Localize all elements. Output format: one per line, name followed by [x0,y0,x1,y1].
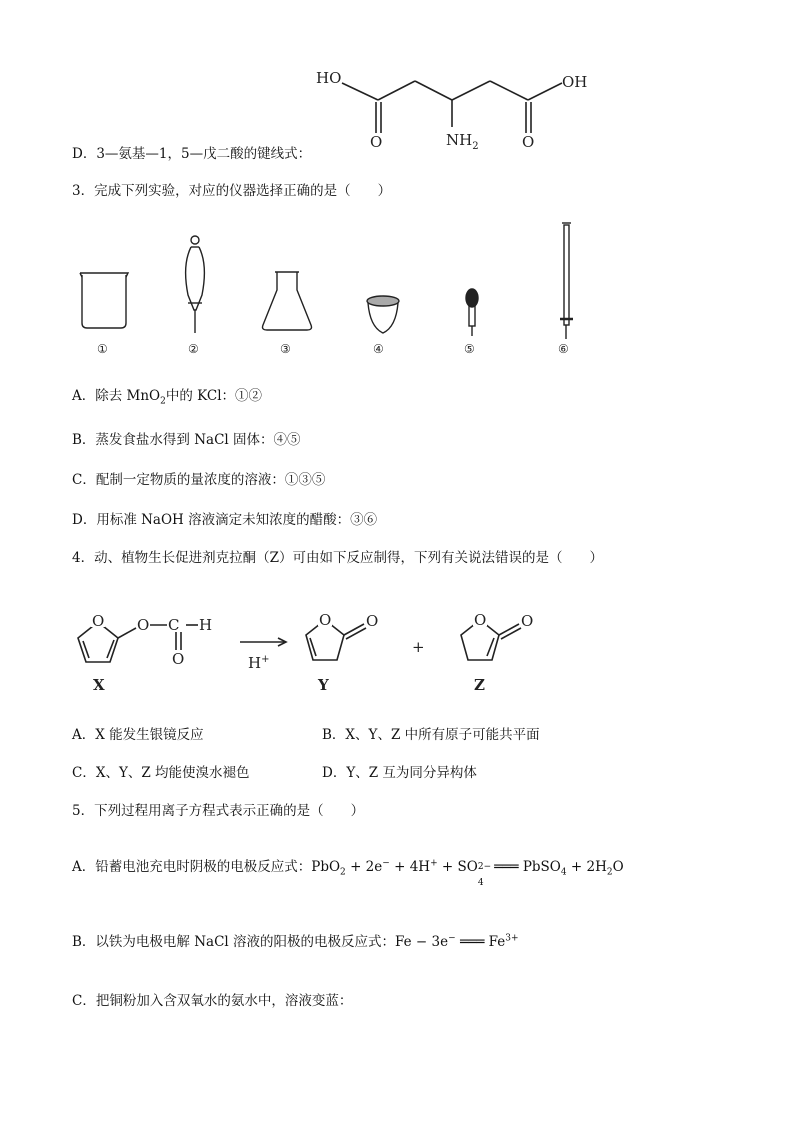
burette-icon [560,223,573,339]
q4-option-b: B．X、Y、Z 中所有原子可能共平面 [322,727,540,743]
reaction-scheme [60,600,580,700]
q3-option-d: D．用标准 NaOH 溶液滴定未知浓度的醋酸：③⑥ [72,512,378,528]
plus-sign: + [412,638,425,656]
y-carbonyl-o: O [366,612,379,630]
apparatus-row [60,215,600,365]
catalyst: H+ [248,654,270,672]
apparatus-num-2: ② [188,342,199,356]
q4-stem: 4．动、植物生长促进剂克拉酮（Z）可由如下反应制得，下列有关说法错误的是（ ） [72,550,603,566]
glutamic-acid-skeletal-formula [300,55,620,165]
q5-option-a: A．铅蓄电池充电时阴极的电极反应式：PbO$_2$ + 2e− + 4H+ + SO 2− 4 ═══ PbSO$_4$ + $2H_2O$ [72,858,624,888]
apparatus-num-3: ③ [280,342,291,356]
beaker-icon [80,273,128,328]
separatory-funnel-icon [186,236,205,333]
evaporating-dish-icon [367,296,399,333]
x-h: H [199,616,213,634]
q3-stem: 3．完成下列实验，对应的仪器选择正确的是（ ） [72,183,392,199]
label-z: Z [474,676,485,694]
conical-flask-icon [263,272,312,330]
q3-option-a: A．除去 MnO$_2$中的 KCl：①② [72,388,263,407]
x-ring-o: O [92,612,105,630]
label-x: X [93,676,105,694]
oh-label: OH [562,73,588,91]
ho-label: HO [316,69,342,87]
z-ring-o: O [474,611,487,629]
label-y: Y [318,676,329,694]
q5-option-c: C．把铜粉加入含双氧水的氨水中，溶液变蓝： [72,993,353,1009]
apparatus-num-1: ① [97,342,108,356]
carbonyl-o-left: O [370,133,383,151]
q4-option-a: A．X 能发生银镜反应 [72,727,204,743]
apparatus-num-6: ⑥ [558,342,569,356]
q5-option-b: B．以铁为电极电解 NaCl 溶液的阳极的电极反应式：Fe − 3e− ═══ $Fe^{3+}$ [72,933,519,950]
x-ester-o: O [137,616,150,634]
x-c: C [168,616,180,634]
z-carbonyl-o: O [521,612,534,630]
carbonyl-o-right: O [522,133,535,151]
q3-option-b: B．蒸发食盐水得到 NaCl 固体：④⑤ [72,432,301,448]
amino-label: $NH_2$ [446,131,479,152]
q2-option-d: D．3—氨基—1，5—戊二酸的键线式： [72,146,312,162]
apparatus-num-5: ⑤ [464,342,475,356]
x-carbonyl-o: O [172,650,185,668]
y-ring-o: O [319,611,332,629]
apparatus-num-4: ④ [373,342,384,356]
q5-stem: 5．下列过程用离子方程式表示正确的是（ ） [72,803,365,819]
q4-option-c: C．X、Y、Z 均能使溴水褪色 [72,765,250,781]
q4-option-d: D．Y、Z 互为同分异构体 [322,765,477,781]
dropper-icon [466,289,478,336]
q3-option-c: C．配制一定物质的量浓度的溶液：①③⑤ [72,472,326,488]
